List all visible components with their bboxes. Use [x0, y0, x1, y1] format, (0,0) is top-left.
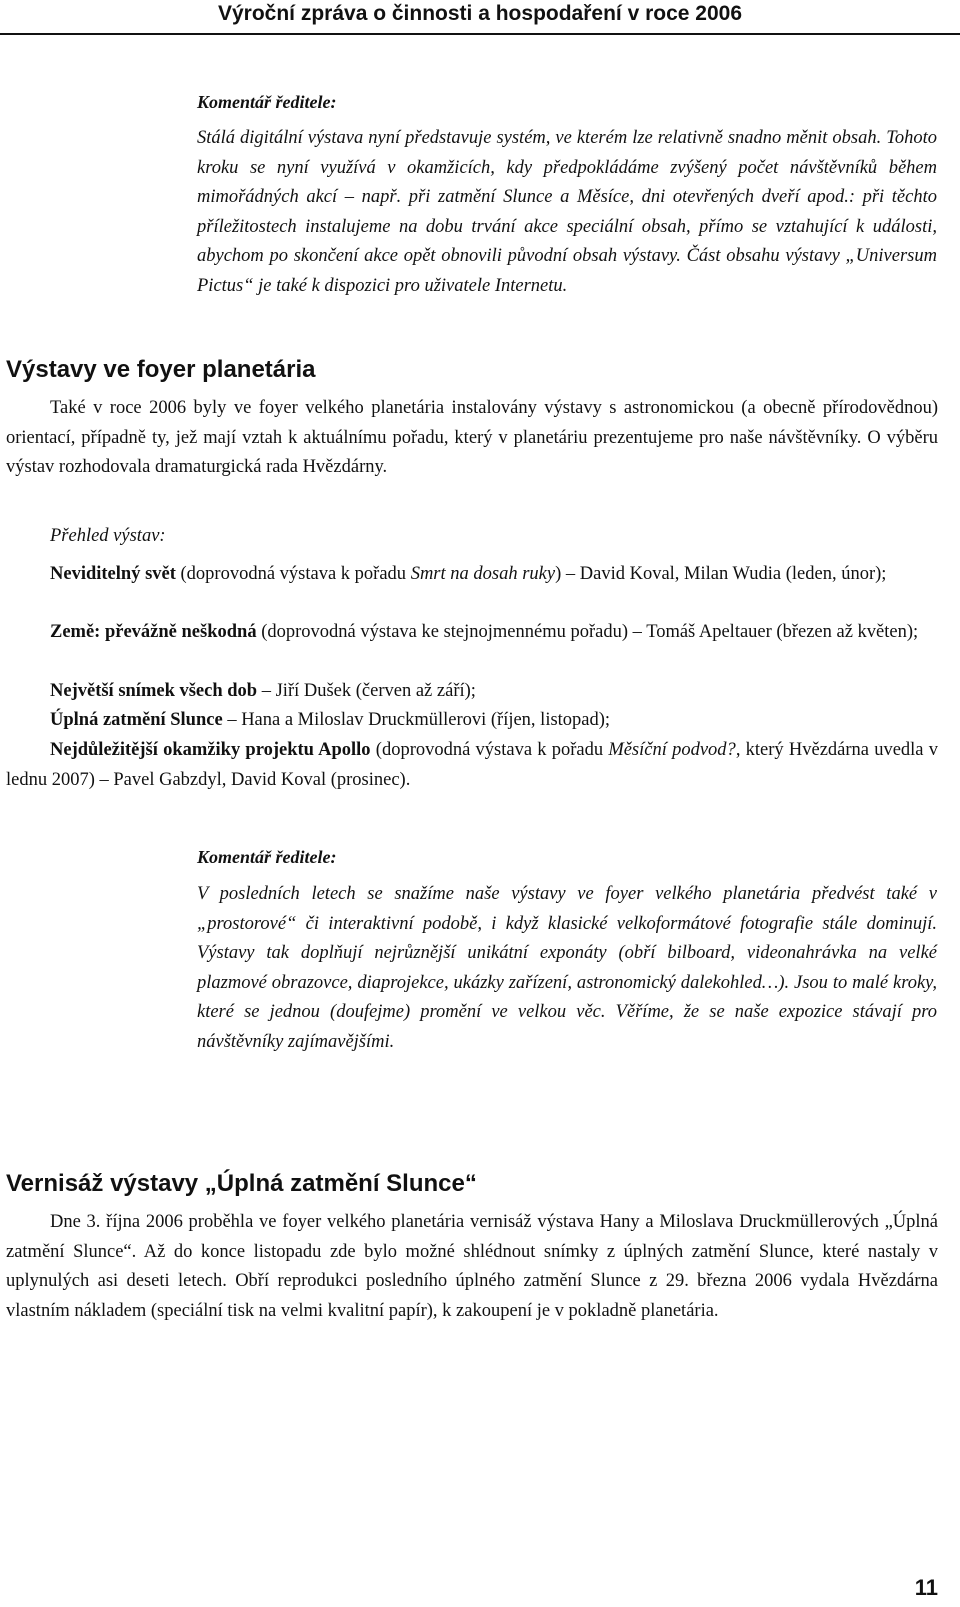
exhibition-item: Úplná zatmění Slunce – Hana a Miloslav Druckmüllerovi (říjen, listopad); — [50, 710, 611, 730]
section-paragraph: Dne 3. října 2006 proběhla ve foyer velkého planetária vernisáž výstava Hany a Miloslava Druckmüllerových „Úplná zatmění Slunce“. Až do konce listopadu zde bylo možné shlédnout snímky z úplných zatmění Slunce, které nastaly v uplynulých asi deseti letech. Obří reprodukci posledního úplného zatmění Slunce z 29. března 2006 vydala Hvězdárna vlastním nákladem (speciální tisk na velmi kvalitní papír), k zakoupení je v pokladně planetária. — [6, 1212, 938, 1321]
section-heading: Vernisáž výstavy „Úplná zatmění Slunce“ — [6, 1170, 477, 1197]
comment-heading: Komentář ředitele: — [197, 92, 337, 112]
comment-text: V posledních letech se snažíme naše výstavy ve foyer velkého planetária předvést také v „prostorové“ či interaktivní podobě, i když klasické velkoformátové fotografie stále dominují. Výstavy tak doplňují nejrůznější unikátní exponáty (obří bilboard, videonahrávka na velké plazmové obrazovce, diaprojekce, ukázky zařízení, astronomický dalekohled…). Jsou to malé kroky, které se jednou (doufejme) promění ve velkou věc. Věříme, že se naše expozice stávají pro návštěvníky zajímavějšími. — [197, 884, 937, 1052]
comment-text: Stálá digitální výstava nyní představuje systém, ve kterém lze relativně snadno měnit obsah. Tohoto kroku se nyní využívá v okamžicích, kdy předpokládáme zvýšený počet návštěvníků během mimořádných akcí – např. při zatmění Slunce a Měsíce, dni otevřených dveří apod.: při těchto příležitostech instalujeme na dobu trvání akce speciální obsah, přímo se vztahující k události, abychom po skončení akce opět obnovili původní obsah výstavy. Část obsahu výstavy „Universum Pictus“ je také k dispozici pro uživatele Internetu. — [197, 128, 937, 296]
header-rule — [0, 33, 960, 35]
exhibition-item: Neviditelný svět (doprovodná výstava k pořadu Smrt na dosah ruky) – David Koval, Milan Wudia (leden, únor); — [50, 564, 887, 584]
exhibition-item: Země: převážně neškodná (doprovodná výstava ke stejnojmennému pořadu) – Tomáš Apeltauer (březen až květen); — [50, 622, 919, 642]
document-header: Výroční zpráva o činnosti a hospodaření v roce 2006 — [217, 2, 742, 25]
exhibition-item: Nejdůležitější okamžiky projektu Apollo (doprovodná výstava k pořadu Měsíční podvod?, který Hvězdárna uvedla v lednu 2007) – Pavel Gabzdyl, David Koval (prosinec). — [6, 740, 938, 790]
page-number: 11 — [914, 1575, 938, 1600]
exhibitions-subheading: Přehled výstav: — [50, 526, 166, 546]
exhibition-item: Největší snímek všech dob – Jiří Dušek (červen až září); — [50, 681, 476, 701]
section-paragraph: Také v roce 2006 byly ve foyer velkého planetária instalovány výstavy s astronomickou (a obecně přírodovědnou) orientací, případně ty, jež mají vztah k aktuálnímu pořadu, který v planetáriu prezentujeme pro naše návštěvníky. O výběru výstav rozhodovala dramaturgická rada Hvězdárny. — [6, 398, 938, 477]
section-heading: Výstavy ve foyer planetária — [6, 356, 316, 383]
comment-heading: Komentář ředitele: — [197, 847, 337, 867]
